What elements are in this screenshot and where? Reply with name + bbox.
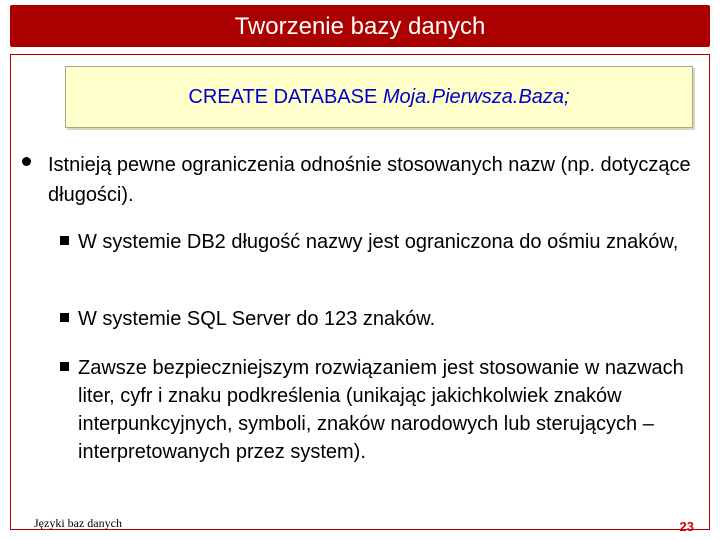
main-point: Istnieją pewne ograniczenia odnośnie stosowanych nazw (np. dotyczące długości). (48, 154, 691, 206)
bullet-dot-icon (22, 157, 31, 166)
footer-course: Języki baz danych (34, 516, 122, 530)
title-bar (10, 5, 710, 47)
sub-point-3: Zawsze bezpieczniejszym rozwiązaniem jest stosowanie w nazwach liter, cyfr i znaku podkreślenia (unikając jakichkolwiek znaków interpunkcyjnych, symboli, znaków narodowych lub sterujących – interpretowanych przez system). (78, 357, 684, 463)
sub-point-1: W systemie DB2 długość nazwy jest ograniczona do ośmiu znaków, (78, 231, 679, 253)
code-keyword: CREATE DATABASE (188, 86, 383, 108)
page-number: 23 (679, 519, 694, 534)
square-bullet-icon (60, 313, 69, 322)
code-statement (66, 85, 692, 109)
code-box (65, 66, 693, 128)
square-bullet-icon (60, 236, 69, 245)
code-database-name: Moja.Pierwsza.Baza; (382, 86, 570, 108)
slide-title: Tworzenie bazy danych (234, 13, 486, 40)
square-bullet-icon (60, 362, 69, 371)
sub-point-2: W systemie SQL Server do 123 znaków. (78, 308, 436, 330)
